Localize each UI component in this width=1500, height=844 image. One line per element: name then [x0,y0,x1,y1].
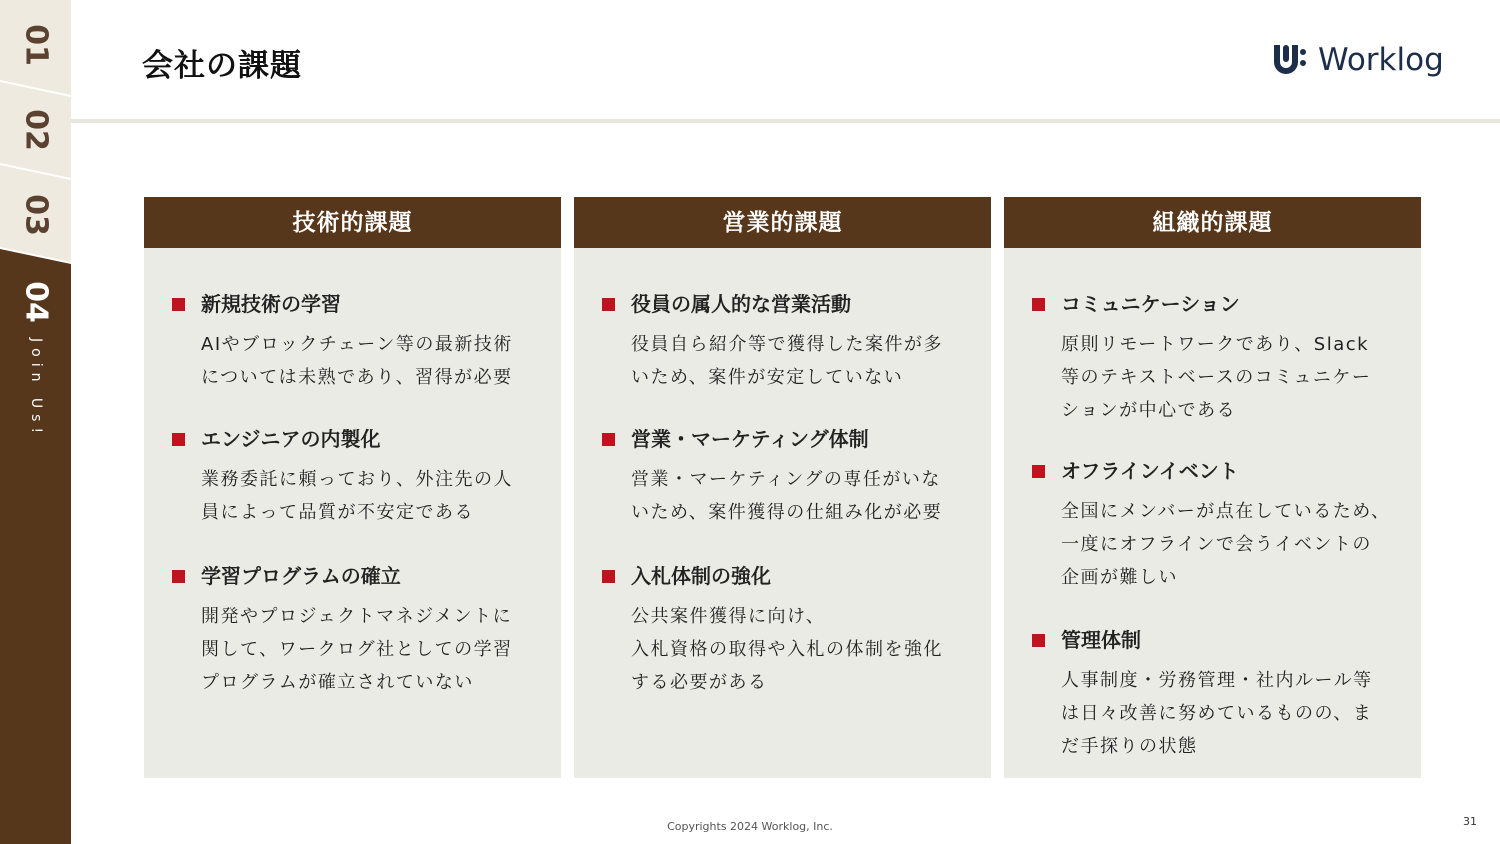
section-nav [0,0,71,844]
header-divider [71,119,1500,123]
issue-title: 学習プログラムの確立 [201,564,401,588]
panel-heading: 組織的課題 [1004,197,1421,248]
square-bullet-icon [172,570,185,583]
panel-heading: 営業的課題 [574,197,991,248]
issue-title: 新規技術の学習 [201,292,341,316]
section-tab-04[interactable]: 04 [18,281,54,323]
worklog-logo-text: Worklog [1318,42,1444,78]
section-tab-01[interactable]: 01 [18,24,54,66]
organizational-issues-panel [1004,197,1421,778]
technical-issues-panel [144,197,561,778]
join-us-label[interactable]: Join Us! [28,338,44,440]
issue-description: 原則リモートワークであり、Slack 等のテキストベースのコミュニケー ションが中心である [1061,334,1372,421]
issue-title: オフラインイベント [1061,459,1239,483]
issue-title: エンジニアの内製化 [201,427,381,451]
issue-title: コミュニケーション [1061,292,1240,316]
square-bullet-icon [172,433,185,446]
issue-title: 入札体制の強化 [631,564,771,588]
issue-title: 営業・マーケティング体制 [631,427,869,451]
issue-description: AIやブロックチェーン等の最新技術 については未熟であり、習得が必要 [201,334,513,388]
issue-description: 全国にメンバーが点在しているため、 一度にオフラインで会うイベントの 企画が難しい [1061,501,1391,588]
square-bullet-icon [1032,465,1045,478]
square-bullet-icon [172,298,185,311]
section-tab-03[interactable]: 03 [18,194,54,236]
issue-description: 役員自ら紹介等で獲得した案件が多 いため、案件が安定していない [631,334,943,388]
section-tab-02[interactable]: 02 [18,109,54,151]
worklog-logo-icon [1272,42,1308,78]
issue-description: 営業・マーケティングの専任がいな いため、案件獲得の仕組み化が必要 [631,469,943,523]
issue-title: 役員の属人的な営業活動 [631,292,851,316]
worklog-logo [1272,42,1444,78]
square-bullet-icon [602,570,615,583]
issue-description: 開発やプロジェクトマネジメントに 関して、ワークログ社としての学習 プログラムが確立されていない [201,606,513,693]
panel-heading: 技術的課題 [144,197,561,248]
square-bullet-icon [1032,298,1045,311]
copyright-footer: Copyrights 2024 Worklog, Inc. [667,820,833,833]
issue-description: 人事制度・労務管理・社内ルール等 は日々改善に努めているものの、ま だ手探りの状態 [1061,670,1373,757]
sales-issues-panel [574,197,991,778]
square-bullet-icon [1032,634,1045,647]
page-title: 会社の課題 [142,48,302,84]
square-bullet-icon [602,433,615,446]
issue-description: 公共案件獲得に向け、 入札資格の取得や入札の体制を強化 する必要がある [631,606,943,693]
page-number: 31 [1463,815,1477,828]
issue-title: 管理体制 [1061,628,1141,652]
issue-description: 業務委託に頼っており、外注先の人 員によって品質が不安定である [201,469,513,523]
square-bullet-icon [602,298,615,311]
